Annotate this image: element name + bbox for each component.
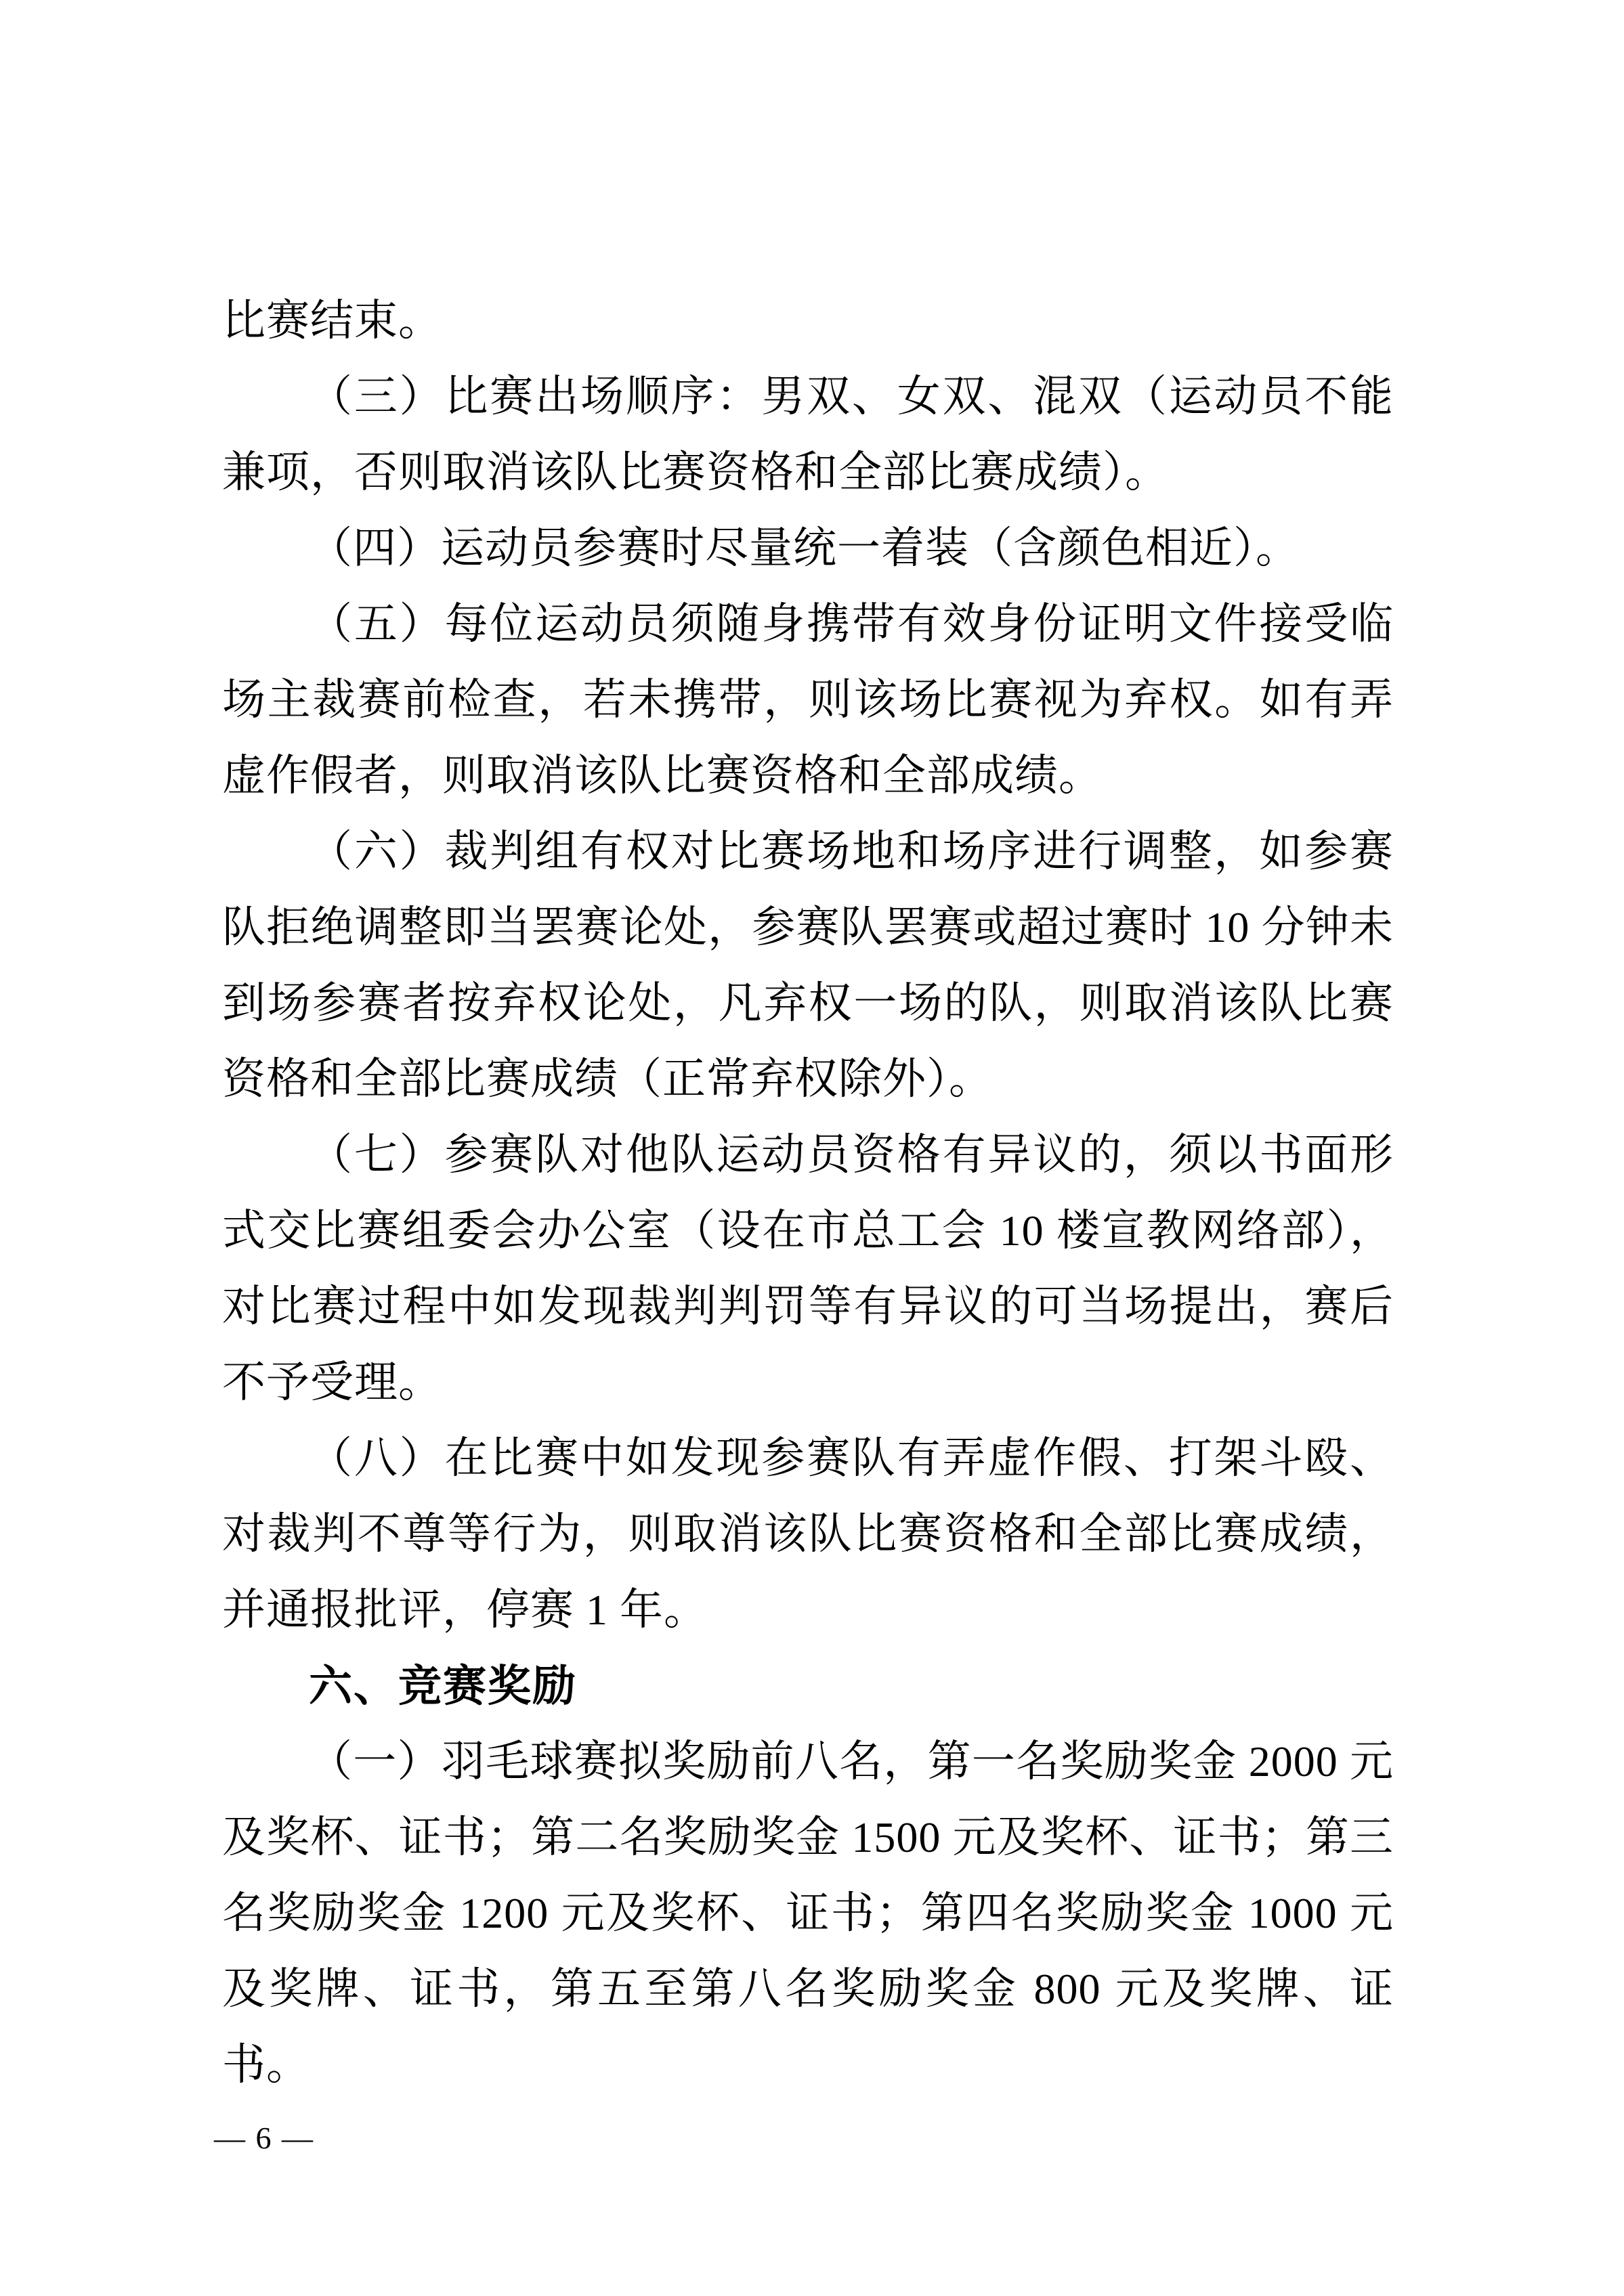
paragraph: （五）每位运动员须随身携带有效身份证明文件接受临场主裁赛前检查，若未携带，则该场比赛视为弃权。如有弄虚作假者，则取消该队比赛资格和全部成绩。 [222,600,1394,800]
paragraph: 比赛结束。 [222,297,442,345]
paragraph: （六）裁判组有权对比赛场地和场序进行调整，如参赛队拒绝调整即当罢赛论处，参赛队罢赛或超过赛时 10 分钟未到场参赛者按弃权论处，凡弃权一场的队，则取消该队比赛资格和全部比赛成绩（正常弃权除外）。 [222,827,1394,1103]
document-body [222,283,1394,2103]
page-number: — 6 — [214,2121,314,2155]
paragraph: （三）比赛出场顺序：男双、女双、混双（运动员不能兼项，否则取消该队比赛资格和全部比赛成绩）。 [222,372,1394,496]
paragraph: （一）羽毛球赛拟奖励前八名，第一名奖励奖金 2000 元及奖杯、证书；第二名奖励奖金 1500 元及奖杯、证书；第三名奖励奖金 1200 元及奖杯、证书；第四名奖励奖金 1000 元及奖牌、证书，第五至第八名奖励奖金 800 元及奖牌、证书。 [222,1737,1394,2089]
paragraph: （七）参赛队对他队运动员资格有异议的，须以书面形式交比赛组委会办公室（设在市总工会 10 楼宣教网络部），对比赛过程中如发现裁判判罚等有异议的可当场提出，赛后不予受理。 [222,1131,1394,1406]
paragraph: （四）运动员参赛时尽量统一着装（含颜色相近）。 [309,524,1300,572]
paragraph: （八）在比赛中如发现参赛队有弄虚作假、打架斗殴、对裁判不尊等行为，则取消该队比赛资格和全部比赛成绩，并通报批评，停赛 1 年。 [222,1434,1394,1634]
section-heading: 六、竞赛奖励 [309,1662,577,1710]
